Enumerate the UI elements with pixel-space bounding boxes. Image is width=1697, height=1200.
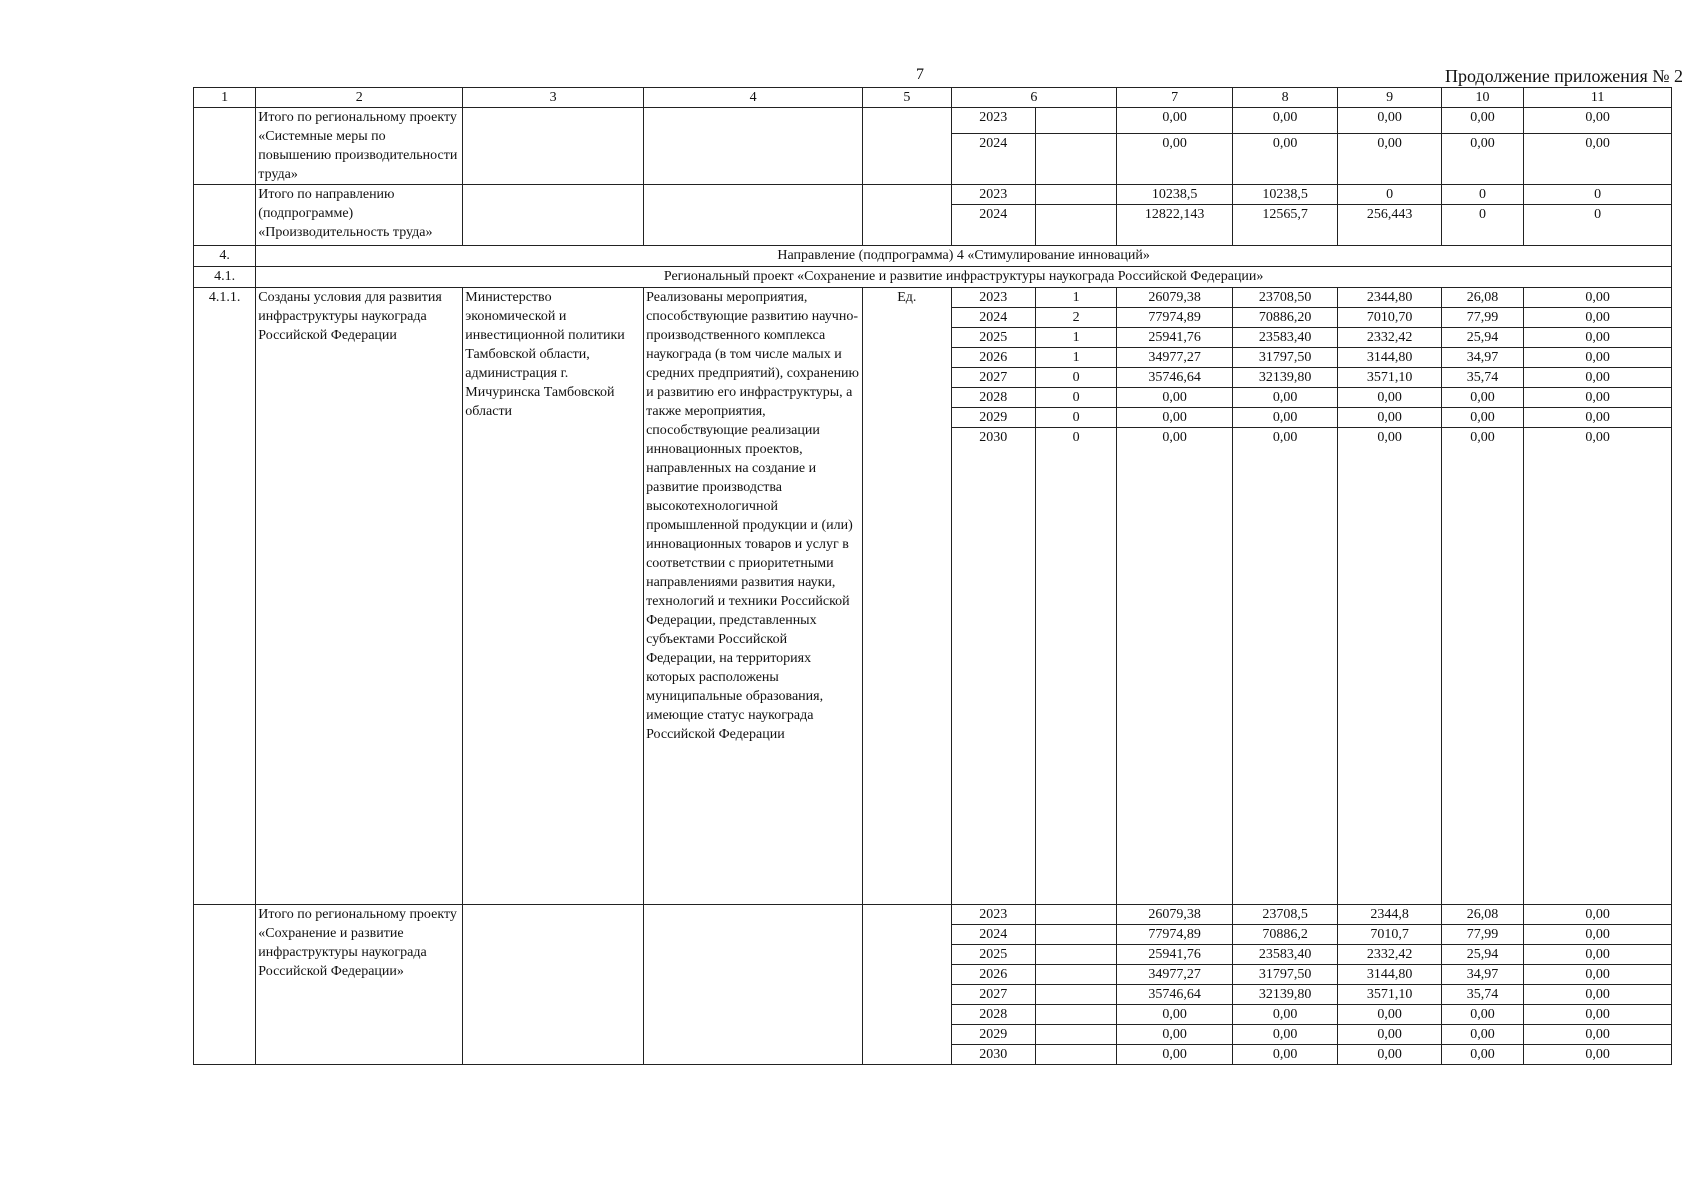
col10-cell: 0,00 [1441,1025,1523,1045]
task-name: Созданы условия для развития инфраструктуры наукограда Российской Федерации [256,288,463,905]
column-header: 3 [463,88,644,108]
col7-cell: 77974,89 [1117,308,1233,328]
table-body [194,88,1672,1065]
col10-cell: 26,08 [1441,905,1523,925]
direction-row [194,246,1672,267]
year-cell: 2024 [951,308,1035,328]
executor-cell [463,108,644,185]
column-header: 8 [1232,88,1337,108]
col11-cell: 0,00 [1524,328,1672,348]
col8-cell: 10238,5 [1232,185,1337,205]
column-header: 4 [644,88,863,108]
col8-cell: 32139,80 [1232,985,1337,1005]
col8-cell: 32139,80 [1232,368,1337,388]
year-cell: 2029 [951,408,1035,428]
col9-cell: 0,00 [1338,388,1441,408]
column-header: 9 [1338,88,1441,108]
col11-cell: 0,00 [1524,368,1672,388]
year-cell: 2029 [951,1025,1035,1045]
col8-cell: 70886,20 [1232,308,1337,328]
col7-cell: 34977,27 [1117,965,1233,985]
num-cell [194,185,256,246]
num-cell [194,905,256,1065]
col9-cell: 0,00 [1338,134,1441,185]
col8-cell: 23583,40 [1232,945,1337,965]
col6-cell [1035,108,1116,134]
table-row [194,905,1672,925]
col10-cell: 0,00 [1441,428,1523,905]
section-title: Направление (подпрограмма) 4 «Стимулирование инноваций» [256,246,1672,267]
col9-cell: 3144,80 [1338,965,1441,985]
year-cell: 2023 [951,288,1035,308]
col6-cell [1035,965,1116,985]
col7-cell: 0,00 [1117,1005,1233,1025]
col7-cell: 0,00 [1117,388,1233,408]
budget-table [193,87,1672,1065]
col7-cell: 10238,5 [1117,185,1233,205]
col10-cell: 0 [1441,185,1523,205]
col6-cell [1035,1005,1116,1025]
col11-cell: 0,00 [1524,985,1672,1005]
col6-cell: 2 [1035,308,1116,328]
col11-cell: 0,00 [1524,308,1672,328]
year-cell: 2027 [951,985,1035,1005]
col7-cell: 77974,89 [1117,925,1233,945]
col10-cell: 0,00 [1441,388,1523,408]
description-cell [644,905,863,1065]
year-cell: 2026 [951,348,1035,368]
col8-cell: 0,00 [1232,428,1337,905]
col6-cell [1035,185,1116,205]
col11-cell: 0,00 [1524,905,1672,925]
col11-cell: 0,00 [1524,925,1672,945]
project-row [194,267,1672,288]
col10-cell: 26,08 [1441,288,1523,308]
section-number: 4. [194,246,256,267]
description-cell [644,108,863,185]
col6-cell: 1 [1035,348,1116,368]
col11-cell: 0,00 [1524,348,1672,368]
col9-cell: 2332,42 [1338,328,1441,348]
col6-cell: 0 [1035,368,1116,388]
col10-cell: 0 [1441,205,1523,246]
col9-cell: 2344,80 [1338,288,1441,308]
column-header: 5 [863,88,951,108]
executor-cell [463,905,644,1065]
unit-cell [863,905,951,1065]
col6-cell [1035,945,1116,965]
section-title: Региональный проект «Сохранение и развитие инфраструктуры наукограда Российской Федерации» [256,267,1672,288]
col7-cell: 26079,38 [1117,288,1233,308]
year-cell: 2024 [951,205,1035,246]
year-cell: 2027 [951,368,1035,388]
col10-cell: 0,00 [1441,1045,1523,1065]
col7-cell: 0,00 [1117,1025,1233,1045]
col10-cell: 0,00 [1441,108,1523,134]
total-label: Итого по региональному проекту «Сохранение и развитие инфраструктуры наукограда Российской Федерации» [256,905,463,1065]
col9-cell: 7010,7 [1338,925,1441,945]
section-number: 4.1. [194,267,256,288]
col8-cell: 23708,50 [1232,288,1337,308]
col10-cell: 35,74 [1441,985,1523,1005]
col11-cell: 0,00 [1524,1025,1672,1045]
col9-cell: 0,00 [1338,1045,1441,1065]
col8-cell: 0,00 [1232,108,1337,134]
col11-cell: 0,00 [1524,428,1672,905]
year-cell: 2024 [951,134,1035,185]
description-cell [644,185,863,246]
col11-cell: 0,00 [1524,108,1672,134]
col8-cell: 0,00 [1232,1025,1337,1045]
table-row [194,288,1672,308]
year-cell: 2023 [951,905,1035,925]
year-cell: 2023 [951,185,1035,205]
col9-cell: 0,00 [1338,1025,1441,1045]
col7-cell: 0,00 [1117,108,1233,134]
col7-cell: 35746,64 [1117,368,1233,388]
total-label: Итого по региональному проекту «Системные меры по повышению производительности труда» [256,108,463,185]
col6-cell: 0 [1035,408,1116,428]
year-cell: 2028 [951,1005,1035,1025]
column-header: 11 [1524,88,1672,108]
col7-cell: 34977,27 [1117,348,1233,368]
col7-cell: 0,00 [1117,428,1233,905]
column-header: 2 [256,88,463,108]
table-row [194,108,1672,134]
col8-cell: 70886,2 [1232,925,1337,945]
col11-cell: 0 [1524,205,1672,246]
col6-cell [1035,1025,1116,1045]
col6-cell: 0 [1035,428,1116,905]
col11-cell: 0,00 [1524,1045,1672,1065]
col10-cell: 0,00 [1441,408,1523,428]
col11-cell: 0,00 [1524,945,1672,965]
col8-cell: 0,00 [1232,408,1337,428]
year-cell: 2023 [951,108,1035,134]
col11-cell: 0 [1524,185,1672,205]
col6-cell: 0 [1035,388,1116,408]
col6-cell [1035,205,1116,246]
task-number: 4.1.1. [194,288,256,905]
col9-cell: 0,00 [1338,428,1441,905]
column-header: 7 [1117,88,1233,108]
task-description: Реализованы мероприятия, способствующие развитию научно-производственного комплекса наукограда (в том числе малых и средних предприятий), сохранению и развитию его инфраструктуры, а также мероприятия, способствующие реализации инновационных проектов, направленных на создание и развитие производства высокотехнологичной промышленной продукции и (или) инновационных товаров и услуг в соответствии с приоритетными направлениями развития науки, технологий и техники Российской Федерации, представленных субъектами Российской Федерации, на территориях которых расположены муниципальные образования, имеющие статус наукограда Российской Федерации [644,288,863,905]
col7-cell: 0,00 [1117,1045,1233,1065]
col7-cell: 35746,64 [1117,985,1233,1005]
col11-cell: 0,00 [1524,408,1672,428]
col8-cell: 0,00 [1232,134,1337,185]
table-row [194,185,1672,205]
column-header: 6 [951,88,1117,108]
col10-cell: 0,00 [1441,1005,1523,1025]
col7-cell: 12822,143 [1117,205,1233,246]
col10-cell: 35,74 [1441,368,1523,388]
col6-cell: 1 [1035,328,1116,348]
col6-cell [1035,925,1116,945]
year-cell: 2030 [951,428,1035,905]
col10-cell: 34,97 [1441,965,1523,985]
column-header-row [194,88,1672,108]
col11-cell: 0,00 [1524,288,1672,308]
col9-cell: 0,00 [1338,408,1441,428]
col6-cell [1035,134,1116,185]
col8-cell: 0,00 [1232,1005,1337,1025]
col11-cell: 0,00 [1524,1005,1672,1025]
col9-cell: 3571,10 [1338,985,1441,1005]
col10-cell: 34,97 [1441,348,1523,368]
total-label: Итого по направлению (подпрограмме) «Производительность труда» [256,185,463,246]
col8-cell: 23708,5 [1232,905,1337,925]
col8-cell: 31797,50 [1232,965,1337,985]
col8-cell: 31797,50 [1232,348,1337,368]
continuation-label: Продолжение приложения № 2 [1444,66,1683,86]
col9-cell: 3571,10 [1338,368,1441,388]
col8-cell: 23583,40 [1232,328,1337,348]
col10-cell: 77,99 [1441,308,1523,328]
col6-cell [1035,905,1116,925]
column-header: 10 [1441,88,1523,108]
unit-cell [863,108,951,185]
col11-cell: 0,00 [1524,965,1672,985]
year-cell: 2025 [951,328,1035,348]
col9-cell: 256,443 [1338,205,1441,246]
col7-cell: 0,00 [1117,408,1233,428]
col6-cell [1035,985,1116,1005]
col8-cell: 0,00 [1232,388,1337,408]
year-cell: 2028 [951,388,1035,408]
unit-cell [863,185,951,246]
col10-cell: 25,94 [1441,945,1523,965]
page-number: 7 [916,66,924,83]
year-cell: 2026 [951,965,1035,985]
year-cell: 2025 [951,945,1035,965]
col9-cell: 2332,42 [1338,945,1441,965]
col10-cell: 0,00 [1441,134,1523,185]
col8-cell: 0,00 [1232,1045,1337,1065]
num-cell [194,108,256,185]
col6-cell [1035,1045,1116,1065]
col9-cell: 0,00 [1338,1005,1441,1025]
column-header: 1 [194,88,256,108]
col9-cell: 3144,80 [1338,348,1441,368]
col6-cell: 1 [1035,288,1116,308]
col8-cell: 12565,7 [1232,205,1337,246]
col10-cell: 25,94 [1441,328,1523,348]
col7-cell: 0,00 [1117,134,1233,185]
col7-cell: 26079,38 [1117,905,1233,925]
col10-cell: 77,99 [1441,925,1523,945]
task-unit: Ед. [863,288,951,905]
col11-cell: 0,00 [1524,134,1672,185]
executor-cell [463,185,644,246]
col9-cell: 0 [1338,185,1441,205]
task-executor: Министерство экономической и инвестиционной политики Тамбовской области, администрация г. Мичуринска Тамбовской области [463,288,644,905]
col11-cell: 0,00 [1524,388,1672,408]
col9-cell: 0,00 [1338,108,1441,134]
col7-cell: 25941,76 [1117,945,1233,965]
year-cell: 2030 [951,1045,1035,1065]
col9-cell: 2344,8 [1338,905,1441,925]
year-cell: 2024 [951,925,1035,945]
col9-cell: 7010,70 [1338,308,1441,328]
col7-cell: 25941,76 [1117,328,1233,348]
